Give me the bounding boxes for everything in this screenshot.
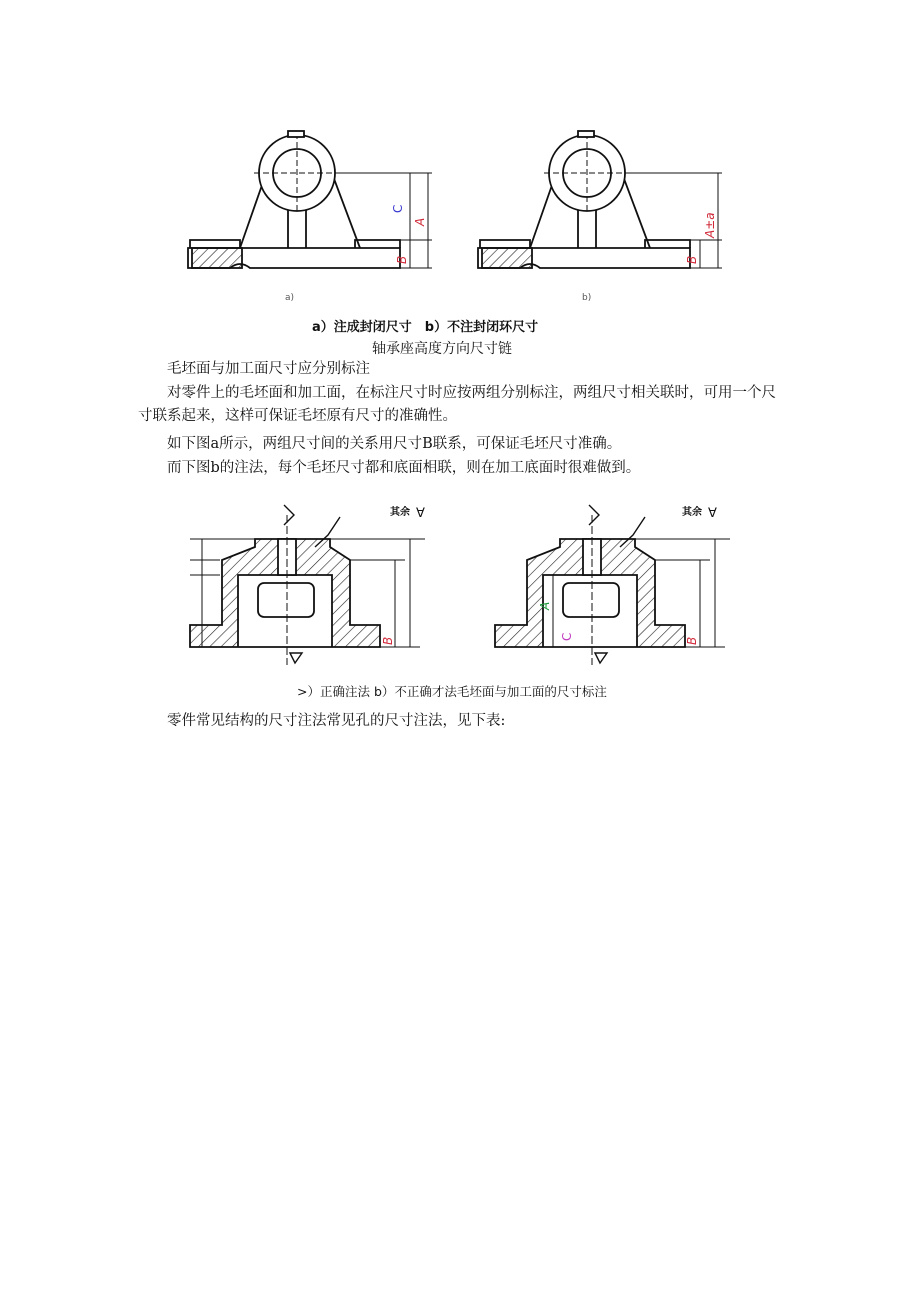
dim-b-right-label: B xyxy=(685,255,699,264)
dim-c-label: C xyxy=(560,632,574,641)
dim-b-right-label: B xyxy=(685,636,699,645)
rest-label-right: 其余 xyxy=(682,507,702,518)
label-a: a) xyxy=(285,293,295,303)
dim-c-label: C xyxy=(391,204,405,213)
figure-bearing-seat xyxy=(170,118,760,308)
paragraph-2: 对零件上的毛坯面和加工面，在标注尺寸时应按两组分别标注，两组尺寸相关联时，可用一个尺寸联系起来，这样可保证毛坯原有尺寸的准确性。 xyxy=(138,385,776,424)
figure2-caption: >）正确注法 b）不正确才法毛坯面与加工面的尺寸标注 xyxy=(297,684,607,699)
dim-a-label: A xyxy=(413,217,427,226)
paragraph-4: 而下图b的注法，每个毛坯尺寸都和底面相联，则在加工底面时很难做到。 xyxy=(167,460,641,476)
dim-a-label: A xyxy=(538,601,552,610)
dim-b-left-label: B xyxy=(395,255,409,264)
paragraph-3: 如下图a所示，两组尺寸间的关系用尺寸B联系，可保证毛坯尺寸准确。 xyxy=(167,436,622,452)
rest-label-left: 其余 xyxy=(390,507,410,518)
figure1-subcaption: a）注成封闭尺寸 b）不注封闭环尺寸 xyxy=(312,320,539,335)
dim-b-left-label: B xyxy=(381,636,395,645)
paragraph-1: 毛坯面与加工面尺寸应分别标注 xyxy=(167,361,370,377)
paragraph-5: 零件常见结构的尺寸注法常见孔的尺寸注法，见下表: xyxy=(167,713,506,729)
roughness-icon-left: ∀ xyxy=(416,506,425,521)
dim-a-tol-label: A±a xyxy=(703,212,717,238)
drawing-a xyxy=(188,131,432,268)
figure-blank-machined xyxy=(180,495,750,677)
label-b: b) xyxy=(582,293,592,303)
figure1-caption: 轴承座高度方向尺寸链 xyxy=(372,341,512,357)
drawing-b xyxy=(478,131,722,268)
roughness-icon-right: ∀ xyxy=(708,506,717,521)
